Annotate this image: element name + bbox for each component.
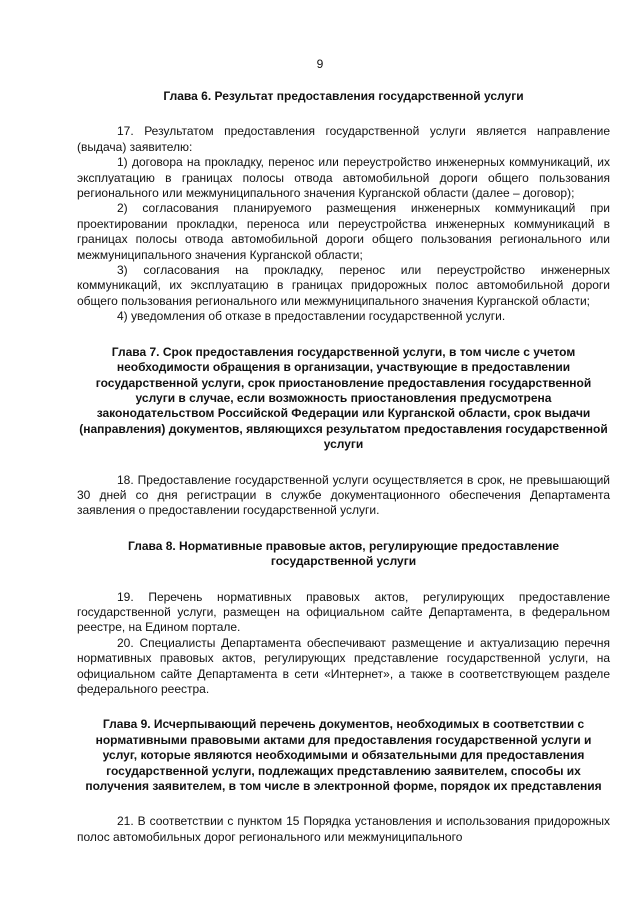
paragraph-17: 17. Результатом предоставления государственной услуги является направление (выдача) заявителю:	[77, 124, 610, 154]
paragraph-19: 19. Перечень нормативных правовых актов, регулирующих предоставление государственной услуги, размещен на официальном сайте Департамента, в федеральном реестре, на Едином портале.	[77, 589, 610, 635]
paragraph-20: 20. Специалисты Департамента обеспечивают размещение и актуализацию перечня нормативных правовых актов, регулирующих представление государственной услуги, на официальном сайте Департамента в сети «Интернет», а также в соответствующем разделе федерального реестра.	[77, 635, 610, 696]
page-number: 9	[316, 57, 324, 71]
chapter-8-heading: Глава 8. Нормативные правовые актов, регулирующие предоставление государственной услуги	[127, 538, 559, 569]
chapter-9-heading: Глава 9. Исчерпывающий перечень документов, необходимых в соответствии с нормативными правовыми актами для предоставления государственной услуги и услуг, которые являются необходимыми и обязательными для предоставления государственной услуги, подлежащих представлению заявителем, способы их получения заявителем, в том числе в электронной форме, порядок их представления	[85, 717, 602, 794]
chapter-7-heading: Глава 7. Срок предоставления государственной услуги, в том числе с учетом необходимости обращения в организации, участвующие в предоставлении государственной услуги, срок приостановление предоставления государственной услуги в случае, если возможность приостановления предусмотрена законодательством Российской Федерации или Курганской области, срок выдачи (направления) документов, являющихся результатом предоставления государственной услуги	[79, 344, 608, 452]
list-item-2: 2) согласования планируемого размещения инженерных коммуникаций при проектировании прокладки, переноса или переустройства инженерных коммуникаций в границах полосы отвода автомобильной дороги общего пользования регионального или межмуниципального значения Курганской области;	[77, 201, 610, 262]
paragraph-21: 21. В соответствии с пунктом 15 Порядка установления и использования придорожных полос автомобильных дорог регионального или межмуниципального	[77, 814, 610, 844]
list-item-4: 4) уведомления об отказе в предоставлении государственной услуги.	[117, 309, 506, 324]
list-item-3: 3) согласования на прокладку, перенос или переустройство инженерных коммуникаций, их эксплуатацию в границах придорожных полос автомобильной дороги общего пользования регионального или межмуниципального значения Курганской области;	[77, 263, 610, 308]
paragraph-18: 18. Предоставление государственной услуги осуществляется в срок, не превышающий 30 дней со дня регистрации в службе документационного обеспечения Департамента заявления о предоставлении государственной услуги.	[77, 472, 610, 518]
chapter-6-heading: Глава 6. Результат предоставления государственной услуги	[163, 89, 524, 103]
list-item-1: 1) договора на прокладку, перенос или переустройство инженерных коммуникаций, их эксплуатацию в границах полосы отвода автомобильной дороги общего пользования регионального или межмуниципального значения Курганской области (далее – договор);	[77, 155, 610, 201]
